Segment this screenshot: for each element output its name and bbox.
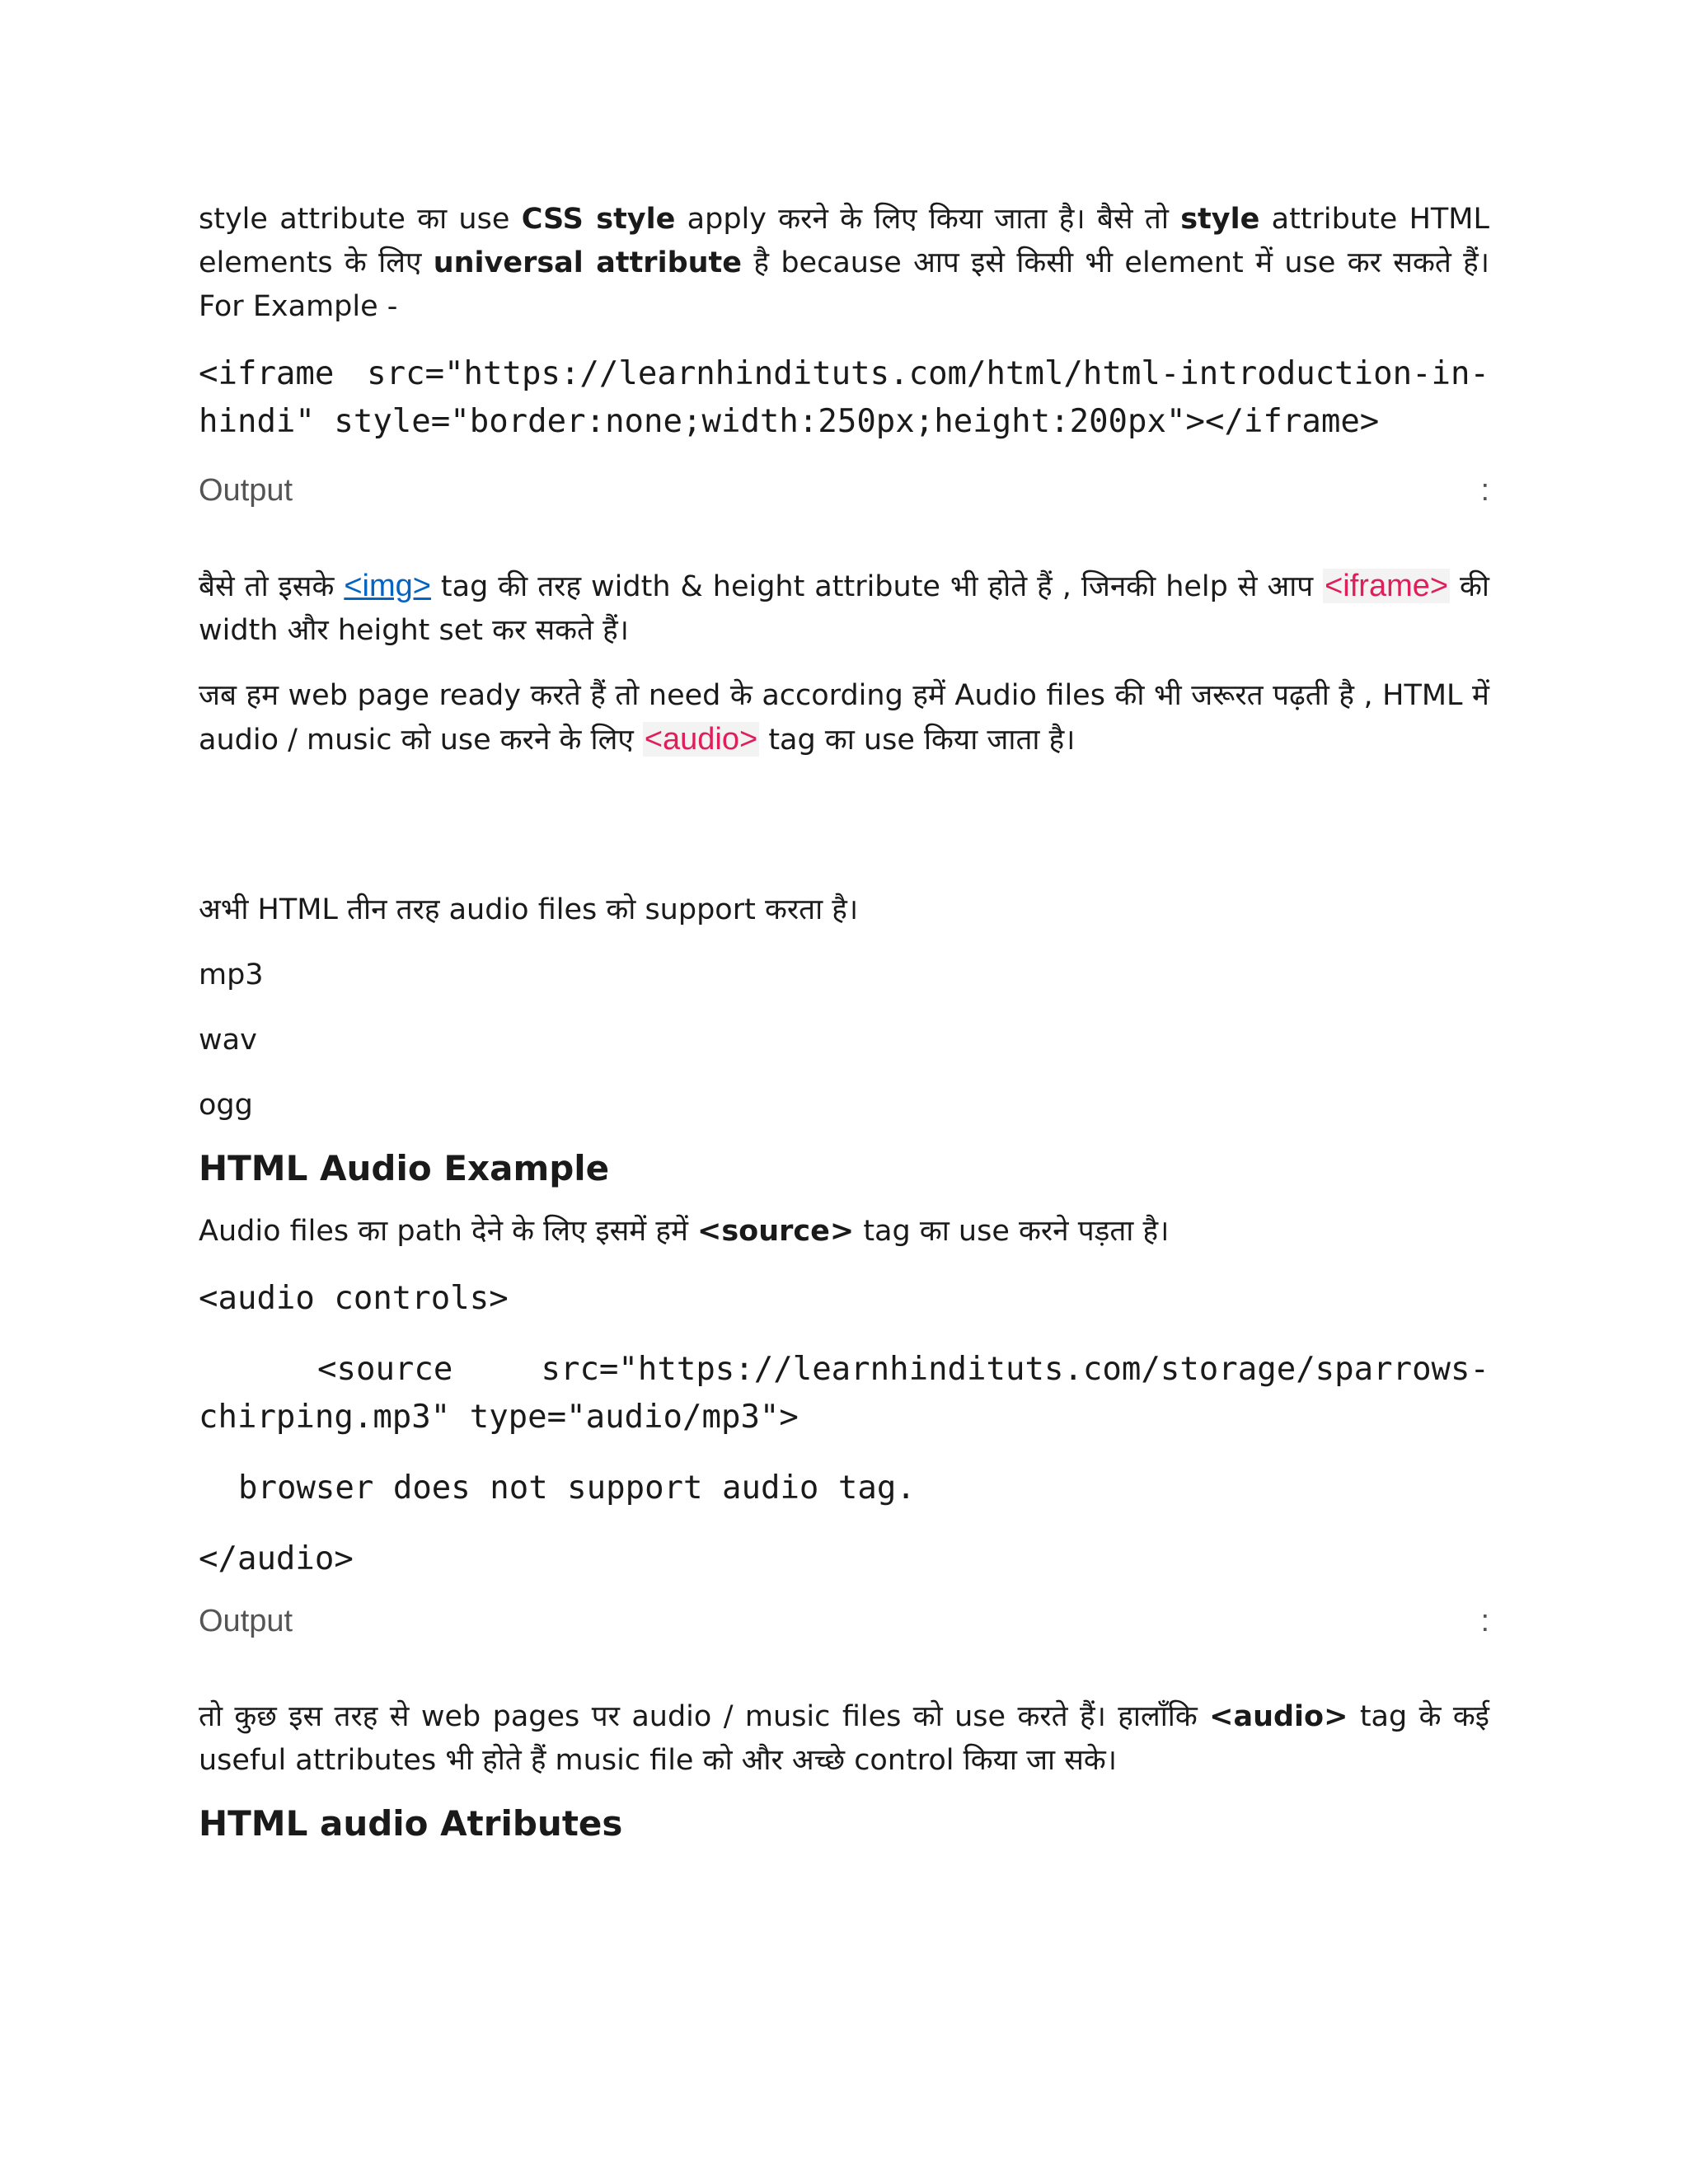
para-text: tag का use किया जाता है।	[759, 724, 1076, 757]
para-text: tag की तरह width & height attribute भी होते हैं , जिनकी help से आप	[430, 570, 1324, 603]
format-item-mp3: mp3	[199, 958, 264, 991]
audio-inline-code: <audio>	[644, 722, 758, 757]
intro-text: है because आप इसे किसी भी element में use कर सकते हैं। For Example -	[199, 246, 1490, 323]
para-text: बैसे तो इसके	[199, 570, 345, 603]
para-text: Audio files का path देने के लिए इसमें हमें	[199, 1215, 697, 1248]
para-text: तो कुछ इस तरह से web pages पर audio / music files को use करते हैं। हालाँकि	[199, 1700, 1210, 1733]
audio-tag-bold: <audio>	[1209, 1700, 1348, 1733]
intro-text: style attribute का use	[199, 203, 522, 236]
heading-audio-attributes: HTML audio Atributes	[199, 1803, 623, 1844]
para-text: tag का use करने पड़ता है।	[854, 1215, 1170, 1248]
heading-audio-example: HTML Audio Example	[199, 1148, 610, 1188]
audio-code-line-1: <audio controls>	[199, 1280, 509, 1317]
audio-code-line-2: <source src="https://learnhindituts.com/storage/sparrows-chirping.mp3" type="audio/mp3">	[199, 1351, 1489, 1436]
audio-code-line-4: </audio>	[199, 1540, 354, 1577]
img-tag-link[interactable]: <img>	[344, 569, 431, 603]
audio-code-line-3: browser does not support audio tag.	[238, 1469, 916, 1507]
audio-intro-paragraph	[199, 674, 1489, 762]
output-label: Output	[199, 1604, 293, 1638]
intro-bold-css-style: CSS style	[521, 203, 676, 236]
para-text: जब हम web page ready करते हैं तो need के according हमें Audio files की भी जरूरत पढ़ती है , HTML में audio / music को use करने के लिए	[199, 679, 1489, 757]
source-tag-bold: <source>	[697, 1215, 855, 1248]
output-row-1	[199, 467, 1489, 513]
document-content	[199, 198, 1489, 1849]
intro-paragraph	[199, 198, 1489, 329]
output-label: Output	[199, 473, 293, 508]
format-item-ogg: ogg	[199, 1089, 253, 1122]
iframe-code-example: <iframe src="https://learnhindituts.com/html/html-introduction-in-hindi" style="border:none;width:250px;height:200px"></iframe>	[199, 355, 1489, 440]
intro-bold-universal: universal attribute	[433, 246, 743, 279]
output-colon: :	[1480, 1604, 1489, 1638]
format-item-wav: wav	[199, 1024, 257, 1057]
iframe-size-paragraph	[199, 565, 1489, 653]
audio-support-paragraph: अभी HTML तीन तरह audio files को support करता है।	[199, 893, 859, 926]
para-text: tag के कई useful attributes भी होते हैं music file को और अच्छे control किया जा सके।	[199, 1700, 1489, 1777]
intro-text: apply करने के लिए किया जाता है। बैसे तो	[675, 203, 1181, 236]
intro-bold-style: style	[1180, 203, 1260, 236]
output-colon: :	[1480, 473, 1489, 508]
audio-attributes-intro-paragraph	[199, 1695, 1489, 1783]
source-tag-paragraph	[199, 1210, 1489, 1254]
para-text: की width और height set कर सकते हैं।	[199, 570, 1489, 647]
output-row-2	[199, 1598, 1489, 1644]
iframe-inline-code: <iframe>	[1325, 569, 1449, 603]
intro-text: attribute HTML elements के लिए	[199, 203, 1489, 279]
